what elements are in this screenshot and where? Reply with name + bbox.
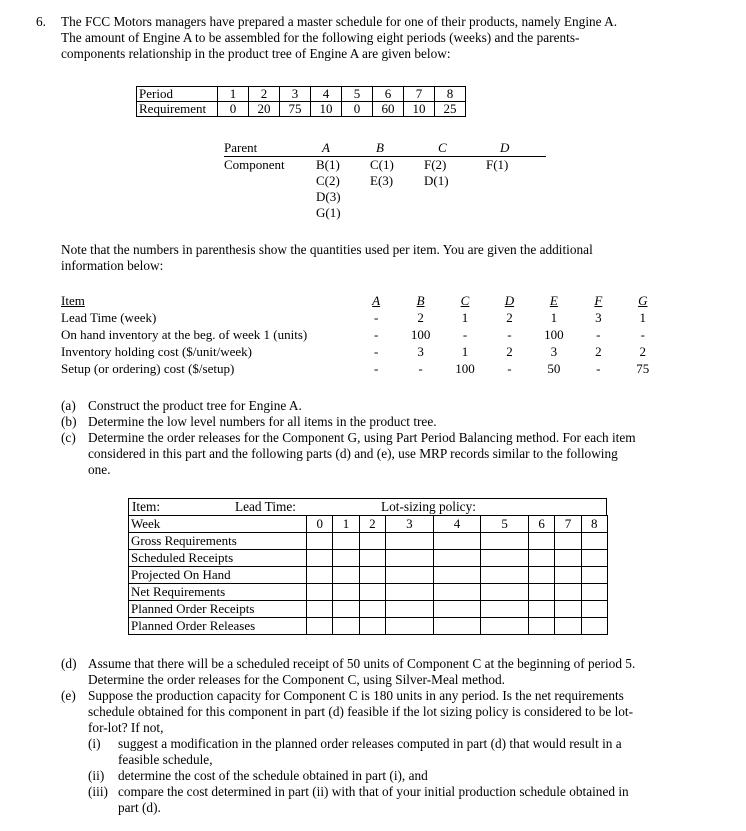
parent-label: Parent	[224, 140, 316, 157]
item-header-cell: G	[638, 293, 648, 308]
period-cell: 5	[342, 87, 373, 102]
mrp-week-cell: 5	[481, 516, 529, 533]
item-info-table	[61, 292, 665, 377]
item-cell: -	[373, 344, 379, 359]
period-cell: 2	[249, 87, 280, 102]
parent-cell: C	[424, 140, 486, 157]
mrp-item-label: Item:	[132, 499, 161, 514]
part-a: (a) Construct the product tree for Engine A.	[61, 398, 302, 413]
mrp-row-label: Gross Requirements	[129, 533, 307, 550]
requirement-cell: 0	[342, 102, 373, 117]
item-cell: 3	[417, 344, 424, 359]
item-row-label: Setup (or ordering) cost ($/setup)	[61, 361, 235, 376]
component-cell-c: F(2) D(1)	[424, 157, 449, 188]
parent-row	[224, 140, 546, 157]
item-cell: 2	[506, 344, 513, 359]
mrp-row	[129, 618, 608, 635]
mrp-week-cell: 8	[581, 516, 607, 533]
parent-component-block	[224, 140, 546, 221]
mrp-week-cell: 2	[359, 516, 385, 533]
mrp-row	[129, 533, 608, 550]
period-cell: 4	[311, 87, 342, 102]
question-number: 6.	[36, 14, 46, 29]
mrp-row	[129, 567, 608, 584]
parent-component-table	[224, 140, 546, 221]
mrp-table	[128, 515, 608, 635]
period-cell: 6	[373, 87, 404, 102]
item-cell: 100	[455, 361, 475, 376]
requirement-cell: 20	[249, 102, 280, 117]
master-schedule-table	[136, 86, 466, 117]
requirement-cell: 10	[404, 102, 435, 117]
item-cell: 2	[639, 344, 647, 359]
item-cell: -	[507, 361, 512, 376]
item-cell: 3	[595, 310, 602, 325]
period-label: Period	[137, 87, 218, 102]
item-cell: -	[462, 327, 468, 342]
item-header-cell: C	[460, 293, 470, 308]
subpart-iii: (iii) compare the cost determined in part (ii) with that of your initial production schedule obtained in part (d).	[88, 784, 629, 815]
note-text: Note that the numbers in parenthesis show the quantities used per item. You are given the additional information below:	[61, 242, 593, 273]
question-intro: The FCC Motors managers have prepared a master schedule for one of their products, namely Engine A. The amount of Engine A to be assembled for the following eight periods (weeks) and the parents- components relationship in the product tree of Engine A are given below:	[61, 14, 618, 61]
mrp-lead-time-label: Lead Time:	[235, 499, 296, 514]
subpart-i: (i) suggest a modification in the planned order releases computed in part (d) that would result in a feasible schedule,	[88, 736, 622, 767]
item-header-cell: E	[549, 293, 558, 308]
item-cell: 100	[544, 327, 564, 342]
item-data-row	[61, 360, 665, 377]
component-label: Component	[224, 157, 285, 172]
item-cell: -	[373, 327, 379, 342]
mrp-row-label: Planned Order Receipts	[129, 601, 307, 618]
item-cell: -	[596, 327, 601, 342]
requirement-cell: 25	[435, 102, 466, 117]
item-cell: 75	[636, 361, 650, 376]
item-header-cell: B	[416, 293, 425, 308]
item-cell: -	[507, 327, 512, 342]
part-d: (d) Assume that there will be a scheduled receipt of 50 units of Component C at the beginning of period 5. Determine the order releases for the Component C, using Silver-Meal method.	[61, 656, 636, 687]
component-cell-a: B(1) C(2) D(3) G(1)	[316, 157, 341, 220]
item-cell: -	[640, 327, 645, 342]
period-cell: 1	[218, 87, 249, 102]
mrp-row-label: Planned Order Releases	[129, 618, 307, 635]
parts-de	[61, 656, 741, 816]
part-b: (b) Determine the low level numbers for all items in the product tree.	[61, 414, 437, 429]
item-row-label: On hand inventory at the beg. of week 1 (units)	[61, 327, 308, 342]
mrp-record	[128, 498, 608, 635]
item-header-label: Item	[61, 293, 85, 308]
item-cell: 1	[461, 344, 469, 359]
requirement-cell: 60	[373, 102, 404, 117]
mrp-week-cell: 4	[433, 516, 481, 533]
item-row-label: Inventory holding cost ($/unit/week)	[61, 344, 252, 359]
requirement-row	[137, 102, 466, 117]
component-row	[224, 157, 546, 222]
mrp-header	[128, 498, 607, 515]
item-header-row	[61, 292, 665, 309]
subpart-ii: (ii) determine the cost of the schedule obtained in part (i), and	[88, 768, 428, 783]
parent-cell: B	[370, 140, 424, 157]
component-cell-d: F(1)	[486, 157, 509, 172]
item-header-cell: F	[594, 293, 603, 308]
mrp-row	[129, 550, 608, 567]
item-header-cell: A	[372, 293, 381, 308]
item-cell: 1	[461, 310, 469, 325]
mrp-lot-sizing-label: Lot-sizing policy:	[381, 499, 476, 514]
mrp-row	[129, 584, 608, 601]
item-cell: 2	[595, 344, 602, 359]
mrp-row-label: Projected On Hand	[129, 567, 307, 584]
period-cell: 3	[280, 87, 311, 102]
item-cell: -	[373, 310, 379, 325]
part-e: (e) Suppose the production capacity for Component C is 180 units in any period. Is the net requirements schedule obtained for this component in part (d) feasible if the lot sizing policy is considered to be lot- for-lot? If not,	[61, 688, 634, 735]
period-cell: 7	[404, 87, 435, 102]
parent-cell: D	[486, 140, 546, 157]
item-cell: -	[418, 361, 423, 376]
mrp-row-label: Scheduled Receipts	[129, 550, 307, 567]
mrp-week-cell: 0	[307, 516, 333, 533]
item-cell: 3	[550, 344, 558, 359]
item-cell: -	[596, 361, 601, 376]
parts-abc	[61, 398, 741, 478]
item-data-row	[61, 343, 665, 360]
parent-cell: A	[316, 140, 370, 157]
requirement-cell: 75	[280, 102, 311, 117]
item-cell: 2	[506, 310, 513, 325]
period-row	[137, 87, 466, 102]
item-cell: -	[373, 361, 379, 376]
mrp-week-cell: 3	[386, 516, 434, 533]
mrp-week-row	[129, 516, 608, 533]
item-cell: 1	[639, 310, 647, 325]
item-cell: 2	[417, 310, 424, 325]
item-row-label: Lead Time (week)	[61, 310, 157, 325]
mrp-week-cell: 1	[333, 516, 359, 533]
period-cell: 8	[435, 87, 466, 102]
requirement-cell: 0	[218, 102, 249, 117]
item-data-row	[61, 326, 665, 343]
requirement-cell: 10	[311, 102, 342, 117]
item-header-cell: D	[504, 293, 515, 308]
item-cell: 1	[550, 310, 558, 325]
mrp-week-cell: 7	[555, 516, 581, 533]
mrp-row	[129, 601, 608, 618]
requirement-label: Requirement	[137, 102, 218, 117]
component-cell-b: C(1) E(3)	[370, 157, 394, 188]
part-c: (c) Determine the order releases for the Component G, using Part Period Balancing method. For each item considered in this part and the following parts (d) and (e), use MRP records similar to the following one.	[61, 430, 636, 477]
item-cell: 100	[410, 327, 431, 342]
mrp-week-cell: 6	[528, 516, 554, 533]
item-data-row	[61, 309, 665, 326]
mrp-week-label: Week	[129, 516, 307, 533]
mrp-row-label: Net Requirements	[129, 584, 307, 601]
item-cell: 50	[547, 361, 561, 376]
